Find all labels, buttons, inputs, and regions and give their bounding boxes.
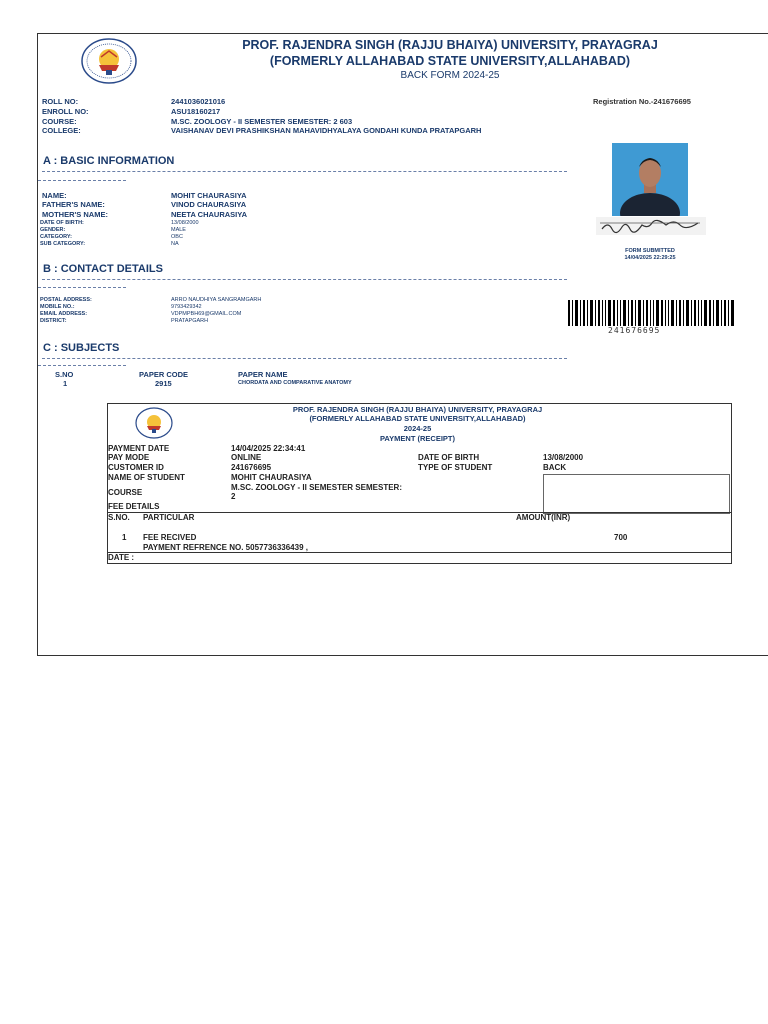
pay-mode-label: PAY MODE	[108, 453, 150, 462]
email-value: VDPMPBH69@GMAIL.COM	[171, 311, 242, 317]
enroll-label: ENROLL NO:	[42, 107, 89, 116]
mobile-value: 9793429342	[171, 304, 202, 310]
customer-id-value: 241676695	[231, 463, 272, 472]
receipt-university-name: PROF. RAJENDRA SINGH (RAJJU BHAIYA) UNIVERSITY, PRAYAGRAJ	[292, 405, 543, 414]
receipt-date-label: DATE :	[108, 553, 135, 562]
subcategory-value: NA	[171, 241, 179, 247]
receipt-blank-box	[543, 474, 730, 514]
name-value: MOHIT CHAURASIYA	[171, 191, 247, 200]
roll-label: ROLL NO:	[42, 97, 79, 106]
course-label: COURSE:	[42, 117, 77, 126]
student-name-label: NAME OF STUDENT	[108, 473, 185, 482]
payment-date-value: 14/04/2025 22:34:41	[231, 444, 306, 453]
pay-mode-value: ONLINE	[231, 453, 262, 462]
fee-col-amount: AMOUNT(INR)	[516, 513, 571, 522]
barcode-number: 241676695	[608, 326, 661, 335]
mother-value: NEETA CHAURASIYA	[171, 210, 247, 219]
student-type-label: TYPE OF STUDENT	[418, 463, 493, 472]
subject-row-sno: 1	[63, 379, 68, 388]
dob-label: DATE OF BIRTH:	[40, 220, 84, 226]
postal-address-value: ARRO NAUDHIYA SANGRAMGARH	[171, 297, 262, 303]
father-value: VINOD CHAURASIYA	[171, 200, 247, 209]
fee-row-particular: FEE RECIVED	[143, 533, 197, 542]
form-submitted-time: 14/04/2025 22:29:25	[624, 255, 676, 261]
subjects-col-sno: S.NO	[55, 370, 74, 379]
barcode-image	[568, 300, 734, 326]
mother-label: MOTHER'S NAME:	[42, 210, 108, 219]
dob-value: 13/08/2000	[171, 220, 199, 226]
gender-value: MALE	[171, 227, 186, 233]
receipt-university-former-name: (FORMERLY ALLAHABAD STATE UNIVERSITY,ALLAHABAD)	[309, 414, 526, 423]
section-divider	[42, 358, 567, 359]
district-label: DISTRICT:	[40, 318, 67, 324]
fee-row-sno: 1	[122, 533, 127, 542]
receipt-title: PAYMENT (RECEIPT)	[379, 434, 455, 443]
receipt-session: 2024-25	[403, 424, 432, 433]
receipt-divider	[108, 552, 731, 553]
receipt-dob-label: DATE OF BIRTH	[418, 453, 480, 462]
fee-details-heading: FEE DETAILS	[108, 502, 160, 511]
student-type-value: BACK	[543, 463, 567, 472]
category-value: OBC	[171, 234, 183, 240]
subjects-heading: C : SUBJECTS	[43, 342, 120, 354]
registration-number: Registration No.-241676695	[593, 97, 691, 106]
mobile-label: MOBILE NO.:	[40, 304, 75, 310]
payment-date-label: PAYMENT DATE	[108, 444, 170, 453]
university-name: PROF. RAJENDRA SINGH (RAJJU BHAIYA) UNIVERSITY, PRAYAGRAJ	[242, 38, 658, 52]
enroll-value: ASU18160217	[171, 107, 221, 116]
student-name-value: MOHIT CHAURASIYA	[231, 473, 312, 482]
fee-col-particular: PARTICULAR	[143, 513, 195, 522]
college-value: VAISHANAV DEVI PRASHIKSHAN MAHAVIDHYALAYA GONDAHI KUNDA PRATAPGARH	[171, 126, 482, 135]
section-divider	[42, 171, 567, 172]
email-label: EMAIL ADDRESS:	[40, 311, 88, 317]
form-title: BACK FORM 2024-25	[400, 70, 500, 81]
postal-address-label: POSTAL ADDRESS:	[40, 297, 92, 303]
student-photo	[612, 143, 688, 216]
district-value: PRATAPGARH	[171, 318, 209, 324]
university-former-name: (FORMERLY ALLAHABAD STATE UNIVERSITY,ALLAHABAD)	[269, 54, 631, 68]
college-label: COLLEGE:	[42, 126, 81, 135]
subcategory-label: SUB CATEGORY:	[40, 241, 86, 247]
section-divider	[38, 365, 126, 366]
receipt-course-semester: 2	[231, 492, 236, 501]
form-submitted-label: FORM SUBMITTED	[625, 248, 675, 254]
fee-col-sno: S.NO.	[108, 513, 130, 522]
section-divider	[38, 180, 126, 181]
signature-image	[596, 217, 706, 235]
payment-reference: PAYMENT REFRENCE NO. 5057736336439 ,	[143, 543, 308, 552]
subject-row-code: 2915	[155, 379, 172, 388]
receipt-divider	[108, 512, 731, 513]
subjects-col-name: PAPER NAME	[238, 370, 288, 379]
roll-value: 2441036021016	[171, 97, 226, 106]
university-logo-icon	[80, 37, 138, 85]
gender-label: GENDER:	[40, 227, 66, 233]
customer-id-label: CUSTOMER ID	[108, 463, 164, 472]
subject-row-name: CHORDATA AND COMPARATIVE ANATOMY	[238, 380, 352, 386]
father-label: FATHER'S NAME:	[42, 200, 105, 209]
name-label: NAME:	[42, 191, 67, 200]
contact-details-heading: B : CONTACT DETAILS	[43, 263, 163, 275]
receipt-course-value: M.SC. ZOOLOGY - II SEMESTER SEMESTER:	[231, 483, 402, 492]
receipt-course-label: COURSE	[108, 488, 143, 497]
university-logo-icon	[134, 406, 174, 440]
fee-row-amount: 700	[614, 533, 628, 542]
section-divider	[38, 287, 126, 288]
section-divider	[42, 279, 567, 280]
subjects-col-code: PAPER CODE	[139, 370, 189, 379]
receipt-dob-value: 13/08/2000	[543, 453, 584, 462]
basic-info-heading: A : BASIC INFORMATION	[43, 155, 175, 167]
category-label: CATEGORY:	[40, 234, 72, 240]
course-value: M.SC. ZOOLOGY - II SEMESTER SEMESTER: 2 603	[171, 117, 353, 126]
